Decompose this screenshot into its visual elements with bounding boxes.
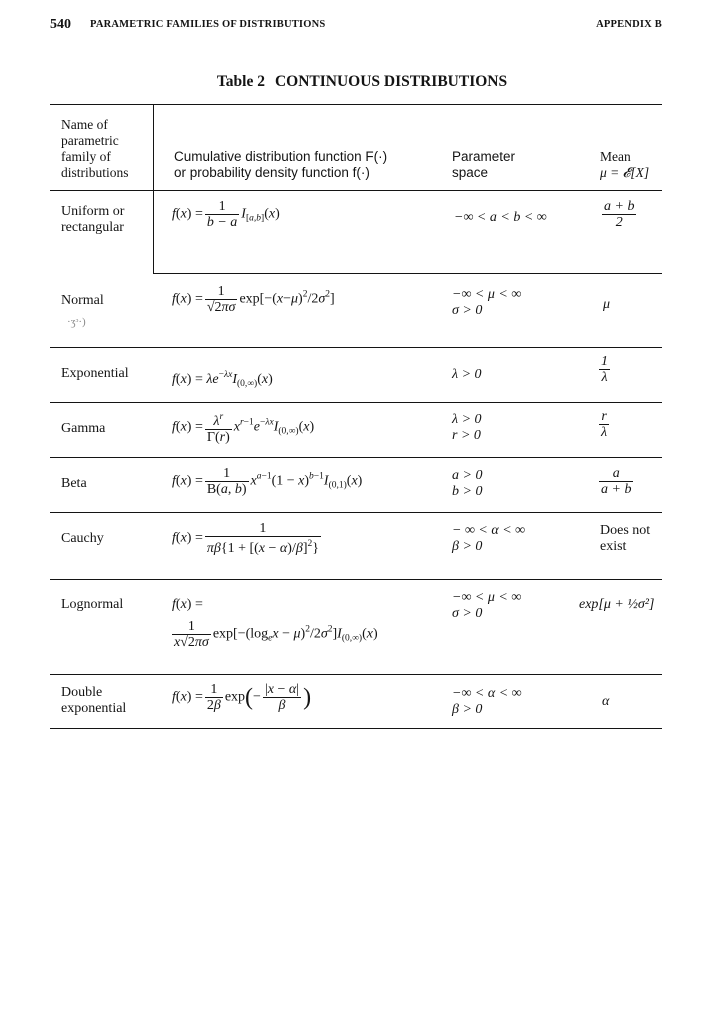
param-line: β > 0 [452, 702, 483, 717]
header-name-line: Name of [61, 117, 108, 132]
mean-line: Does not [600, 523, 651, 538]
param-line: −∞ < α < ∞ [452, 686, 522, 701]
mean-numerator: r [599, 409, 609, 425]
formula-normal: f(x) = $\frac{1}{√2\pi\sigma}$ $\exp[-(x-\mu)^2/2\sigma^2]$ [172, 284, 335, 315]
table-title-text: CONTINUOUS DISTRIBUTIONS [274, 73, 508, 90]
param-lognormal [452, 590, 521, 622]
formula-beta: f(x) = $\frac{1}{B(a, b)}$ $x^{a-1}(1 - x)^{b-1}I_{(0,1)}(x)$ [172, 466, 363, 497]
param-line: σ > 0 [452, 303, 483, 318]
header-mean-column [600, 149, 649, 181]
mean-beta [597, 466, 635, 497]
param-line: − ∞ < α < ∞ [452, 523, 526, 538]
mean-double-exponential: α [602, 694, 610, 709]
row-name-double-exponential [61, 685, 126, 717]
mean-gamma [597, 409, 611, 440]
mean-cauchy [600, 523, 650, 555]
row-name-uniform [61, 204, 124, 236]
row-name-line: Uniform or [61, 204, 125, 219]
mean-exponential [597, 354, 612, 385]
bottom-rule [50, 728, 662, 729]
header-name-column [61, 117, 129, 181]
header-param-line2: space [452, 165, 489, 180]
mean-numerator: 1 [601, 354, 608, 369]
mean-denominator: 2 [615, 215, 623, 230]
mean-denominator: λ [601, 370, 608, 385]
header-param-column [452, 149, 515, 181]
row-name-beta: Beta [61, 476, 87, 491]
row-name-line: exponential [61, 701, 127, 716]
row-name-normal: Normal [61, 293, 104, 308]
ink-smudge: ·ʒᵓ·) [67, 316, 86, 328]
row-rule [50, 674, 662, 675]
param-double-exponential [452, 686, 522, 718]
mean-denominator: a + b [601, 482, 632, 497]
row-rule [50, 347, 662, 348]
header-cdf-line2: or probability density function f(·) [174, 165, 370, 180]
header-name-line: distributions [61, 165, 129, 180]
row-rule [50, 512, 662, 513]
row-name-exponential: Exponential [61, 366, 129, 381]
row-name-line: Double [61, 685, 103, 700]
table-number: Table 2 [216, 73, 265, 90]
header-cdf-line1: Cumulative distribution function F(·) [174, 149, 388, 164]
param-line: β > 0 [452, 539, 483, 554]
param-line: r > 0 [452, 428, 481, 443]
running-head: PARAMETRIC FAMILIES OF DISTRIBUTIONS [90, 19, 326, 30]
mean-line: exist [600, 539, 627, 554]
formula-gamma: f(x) = $\frac{\lambda^r}{\Gamma(r)}$ $x^{r-1}e^{-\lambda x}I_{(0,\infty)}(x)$ [172, 412, 315, 445]
mean-lognormal: exp[μ + ½σ²] [579, 597, 655, 612]
header-mean-line1: Mean [600, 149, 631, 164]
param-line: a > 0 [452, 468, 483, 483]
header-param-line1: Parameter [452, 149, 516, 164]
mean-uniform [600, 199, 638, 230]
formula-lognormal: f(x) = $\frac{1}{x√2\pi\sigma}$ $\exp[-(\log_ex - \mu)^2/2\sigma^2]I_{(0,\infty)}(x)$ [172, 597, 378, 650]
param-line: σ > 0 [452, 606, 483, 621]
header-rule [50, 190, 662, 191]
param-beta [452, 468, 482, 500]
appendix-label: APPENDIX B [596, 19, 662, 30]
row-rule [50, 402, 662, 403]
param-line: −∞ < μ < ∞ [452, 287, 522, 302]
mean-numerator: a [599, 466, 633, 482]
formula-exponential: $f(x) = \lambda e^{-\lambda x}I_{(0,\infty)}(x)$ [172, 370, 273, 389]
param-normal [452, 287, 521, 319]
header-mean-line2: μ = 𝓔[X] [600, 165, 650, 180]
mean-numerator: a + b [604, 199, 635, 214]
param-uniform: −∞ < a < b < ∞ [454, 210, 547, 225]
column-divider [153, 104, 154, 273]
param-line: b > 0 [452, 484, 483, 499]
header-cdf-column [174, 149, 387, 181]
top-rule [50, 104, 662, 105]
param-gamma [452, 412, 482, 444]
row-name-line: rectangular [61, 220, 124, 235]
page-number: 540 [50, 17, 71, 32]
header-name-line: parametric [61, 133, 119, 148]
row-rule [153, 273, 662, 274]
formula-cauchy: f(x) = $\frac{1}{\pi\beta\{1 + [(x - \alpha)/\beta]^2\}}$ [172, 521, 319, 556]
param-exponential: λ > 0 [452, 367, 482, 382]
table-title [0, 73, 724, 91]
row-name-gamma: Gamma [61, 421, 106, 436]
row-name-lognormal: Lognormal [61, 597, 124, 612]
param-cauchy [452, 523, 525, 555]
param-line: λ > 0 [452, 412, 482, 427]
mean-normal: μ [603, 297, 611, 312]
formula-double-exponential: f(x) = $\frac{1}{2\beta}$ exp(− $\frac{|x - \alpha|}{\beta}$ ) [172, 682, 312, 713]
row-rule [50, 457, 662, 458]
row-name-cauchy: Cauchy [61, 531, 104, 546]
param-line: −∞ < μ < ∞ [452, 590, 522, 605]
row-rule [50, 579, 662, 580]
formula-uniform: f(x) = $\frac{1}{b - a}$ $I_{[a,b]}(x)$ [172, 199, 280, 230]
header-name-line: family of [61, 149, 111, 164]
mean-denominator: λ [601, 425, 608, 440]
